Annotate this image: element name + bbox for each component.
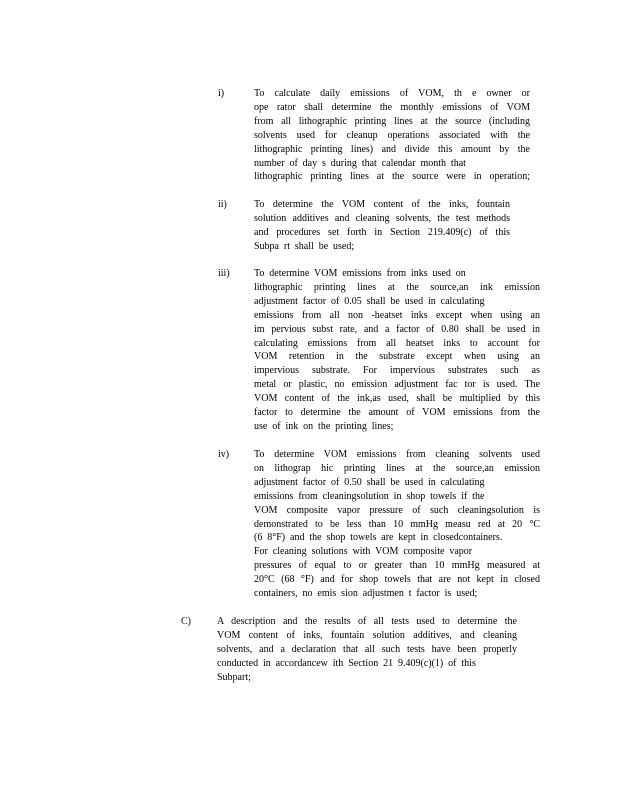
item-marker: ii) (218, 199, 227, 210)
text-line: 20°C (68 °F) and for shop towels that are not kept in closed (254, 574, 540, 586)
text-line: number of day s during that calendar month that (254, 157, 466, 169)
text-line: lithographic printing lines) and divide this amount by the (254, 143, 530, 155)
text-line: adjustment factor of 0.50 shall be used in calculating (254, 476, 485, 488)
text-line: from all lithographic printing lines at the source (including (254, 115, 530, 127)
text-line: emissions from all non -heatset inks except when using an (254, 309, 540, 321)
text-line: pressures of equal to or greater than 10 mmHg measured at (254, 560, 540, 572)
text-line: VOM composite vapor pressure of such cleaningsolution is (254, 504, 540, 516)
text-line: lithographic printing lines at the source,an ink emission (254, 281, 540, 293)
text-line: Subpa rt shall be used; (254, 240, 355, 252)
text-line: solution additives and cleaning solvents, the test methods (254, 212, 510, 224)
text-line: containers, no emis sion adjustmen t factor is used; (254, 588, 478, 600)
text-line: To calculate daily emissions of VOM, th e owner or (254, 88, 530, 99)
text-line: To determine VOM emissions from cleaning solvents used (254, 449, 540, 460)
item-text (254, 198, 510, 254)
item-text (254, 267, 540, 434)
text-line: ope rator shall determine the monthly emissions of VOM (254, 101, 530, 113)
text-line: demonstrated to be less than 10 mmHg measu red at 20 °C (254, 518, 540, 530)
text-line: and procedures set forth in Section 219.409(c) of this (254, 226, 510, 238)
text-line: To determine the VOM content of the inks, fountain (254, 199, 510, 210)
text-line: solvents, and a declaration that all such tests have been properly (217, 643, 517, 655)
text-line: VOM content of inks, fountain solution additives, and cleaning (217, 629, 517, 641)
item-marker: i) (218, 88, 225, 99)
text-line: metal or plastic, no emission adjustment fac tor is used. The (254, 379, 540, 391)
item-marker: iii) (218, 268, 230, 279)
text-line: solvents used for cleanup operations associated with the (254, 129, 530, 141)
text-line: im pervious subst rate, and a factor of 0.80 shall be used in (254, 323, 540, 335)
text-line: adjustment factor of 0.05 shall be used in calculating (254, 295, 485, 307)
text-line: calculating emissions from all heatset inks to account for (254, 337, 540, 349)
text-line: factor to determine the amount of VOM emissions from the (254, 407, 540, 419)
text-line: conducted in accordancew ith Section 21 9.409(c)(1) of this (217, 657, 476, 669)
item-marker: iv) (218, 449, 230, 460)
item-text (217, 615, 517, 685)
text-line: Subpart; (217, 671, 251, 683)
text-line: (6 8°F) and the shop towels are kept in closedcontainers. (254, 532, 503, 544)
text-line: lithographic printing lines at the source were in operation; (254, 171, 530, 183)
item-text (254, 448, 540, 601)
text-line: For cleaning solutions with VOM composite vapor (254, 546, 473, 558)
text-line: To determine VOM emissions from inks used on (254, 268, 466, 279)
text-line: impervious substrate. For impervious substrates such as (254, 365, 540, 377)
text-line: VOM retention in the substrate except when using an (254, 351, 540, 363)
text-line: A description and the results of all tests used to determine the (217, 616, 517, 627)
text-line: on lithograp hic printing lines at the source,an emission (254, 462, 540, 474)
item-text (254, 87, 530, 184)
item-marker: C) (181, 616, 191, 627)
text-line: VOM content of the ink,as used, shall be multiplied by this (254, 393, 540, 405)
text-line: emissions from cleaningsolution in shop towels if the (254, 490, 485, 502)
text-line: use of ink on the printing lines; (254, 420, 394, 432)
